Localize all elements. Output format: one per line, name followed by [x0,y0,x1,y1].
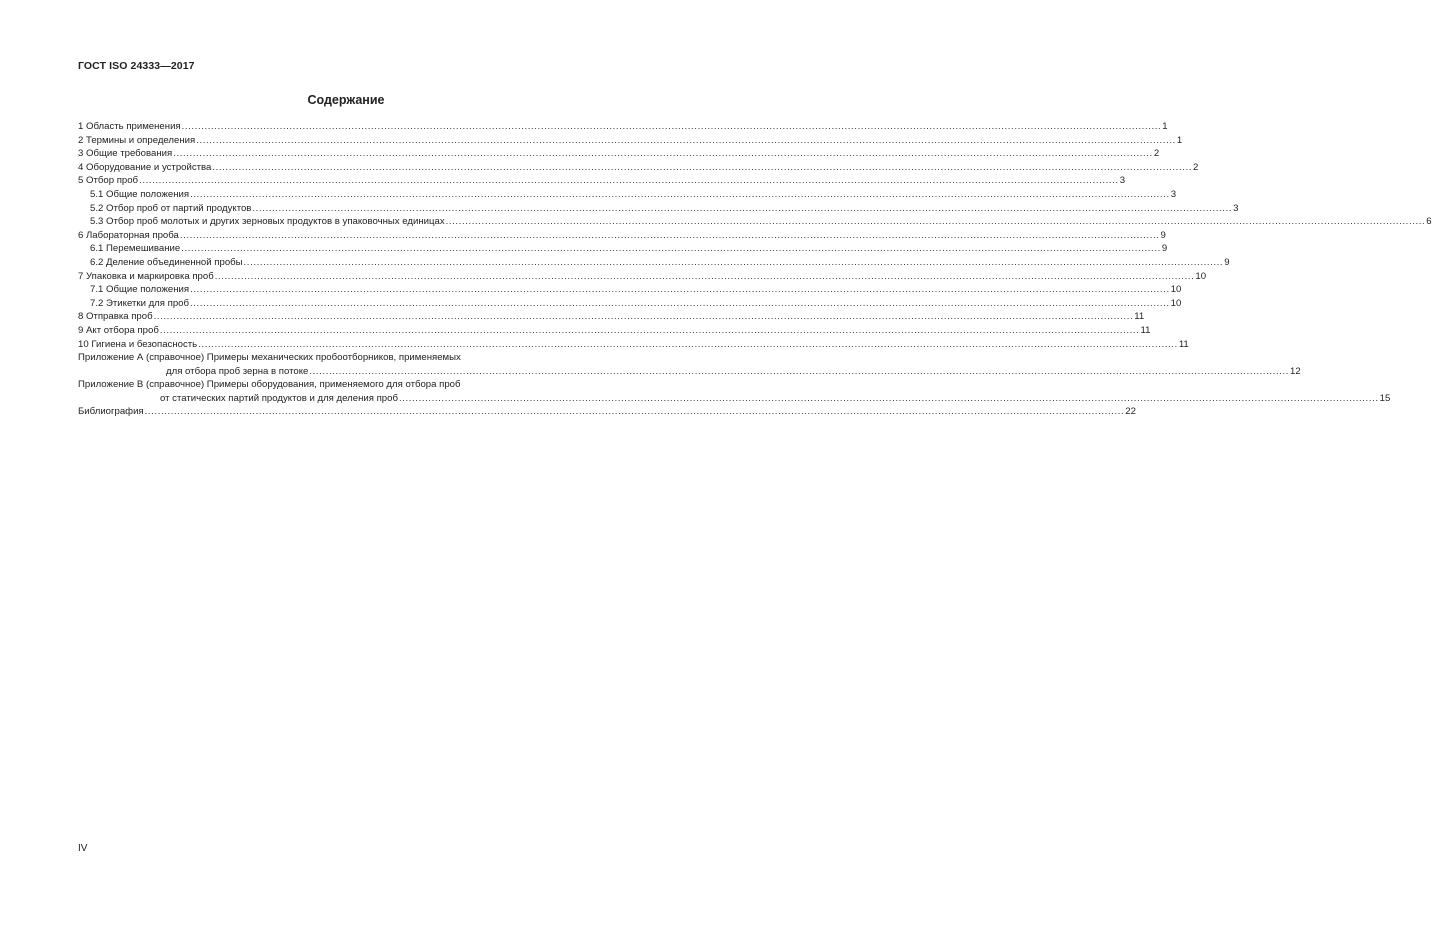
toc-entry-label: 7.2 Этикетки для проб [90,297,190,309]
toc-entry-5-2[interactable] [78,202,1239,216]
toc-entry-6[interactable] [78,229,1166,243]
toc-entry-5-1[interactable] [78,188,1177,202]
toc-entry-bibliography[interactable] [78,405,1136,419]
toc-entry-label: 8 Отправка проб [78,311,153,323]
toc-entry-page: 9 [1161,243,1168,255]
toc-entry-label: 2 Термины и определения [78,134,196,146]
toc-entry-appendix-a[interactable] [78,351,1301,378]
toc-entry-label: 6.1 Перемешивание [90,243,181,255]
toc-entry-page: 1 [1162,121,1168,132]
toc-entry-7-1[interactable] [78,283,1182,297]
toc-entry-8[interactable] [78,310,1145,324]
toc-entry-label: 5 Отбор проб [78,175,139,187]
toc-entry-label: 5.1 Общие положения [90,188,190,200]
toc-leader: ............................................................................................................................................................................................................................................................................................................ [398,392,1379,404]
toc-entry-1[interactable] [78,120,1168,134]
toc-leader: ............................................................................................................................................................................................................................................................................................................ [198,338,1178,350]
table-of-contents [78,120,1432,419]
toc-leader: ............................................................................................................................................................................................................................................................................................................ [159,324,1140,336]
toc-entry-label: Библиография [78,406,144,418]
toc-leader: ............................................................................................................................................................................................................................................................................................................ [173,148,1153,160]
toc-entry-label: 10 Гигиена и безопасность [78,338,198,350]
toc-entry-page: 3 [1170,188,1177,200]
toc-leader: ............................................................................................................................................................................................................................................................................................................ [309,365,1290,377]
toc-entry-page: 11 [1140,324,1151,336]
page-number: IV [78,843,88,854]
toc-entry-3[interactable] [78,147,1160,161]
toc-entry-page: 1 [1176,134,1183,146]
toc-entry-page: 6 [1426,216,1432,228]
toc-entry-6-2[interactable] [78,256,1230,270]
toc-leader: ............................................................................................................................................................................................................................................................................................................ [243,256,1224,268]
toc-entry-label-continued: от статических партий продуктов и для деления проб [160,392,398,404]
toc-entry-9[interactable] [78,324,1151,338]
toc-leader: ............................................................................................................................................................................................................................................................................................................ [181,121,1162,132]
toc-leader: ............................................................................................................................................................................................................................................................................................................ [212,161,1193,173]
toc-entry-page: 3 [1233,202,1239,214]
toc-entry-page: 11 [1178,338,1189,350]
toc-entry-5[interactable] [78,174,1126,188]
toc-entry-label: 6 Лабораторная проба [78,229,179,241]
toc-entry-5-3[interactable] [78,215,1432,229]
toc-entry-7-2[interactable] [78,297,1182,311]
toc-entry-6-1[interactable] [78,242,1168,256]
toc-leader: ............................................................................................................................................................................................................................................................................................................ [196,134,1176,146]
toc-leader: ............................................................................................................................................................................................................................................................................................................ [179,229,1160,241]
toc-entry-4[interactable] [78,161,1199,175]
toc-entry-page: 2 [1193,161,1199,173]
toc-leader: ............................................................................................................................................................................................................................................................................................................ [181,243,1161,255]
toc-entry-2[interactable] [78,134,1183,148]
toc-entry-7[interactable] [78,270,1207,284]
toc-entry-label: 7 Упаковка и маркировка проб [78,270,214,282]
toc-leader: ............................................................................................................................................................................................................................................................................................................ [190,284,1170,296]
toc-entry-page: 3 [1119,175,1126,187]
toc-entry-page: 12 [1290,365,1301,377]
toc-leader: ............................................................................................................................................................................................................................................................................................................ [139,175,1119,187]
toc-entry-label: 5.3 Отбор проб молотых и других зерновых продуктов в упаковочных единицах [90,216,445,228]
toc-entry-page: 10 [1170,297,1182,309]
toc-entry-appendix-b[interactable] [78,378,1391,405]
toc-entry-label-continued: для отбора проб зерна в потоке [166,365,309,377]
toc-entry-page: 2 [1153,148,1160,160]
toc-entry-10[interactable] [78,338,1189,352]
toc-entry-label: Приложение А (справочное) Примеры механических пробоотборников, применяемых [78,352,461,364]
toc-leader: ............................................................................................................................................................................................................................................................................................................ [190,297,1170,309]
toc-leader: ............................................................................................................................................................................................................................................................................................................ [214,270,1195,282]
toc-entry-label: 4 Оборудование и устройства [78,161,212,173]
document-standard-header: ГОСТ ISO 24333—2017 [78,60,195,72]
toc-entry-page: 10 [1195,270,1207,282]
toc-entry-label: 3 Общие требования [78,148,173,160]
toc-entry-label: 6.2 Деление объединенной пробы [90,256,243,268]
toc-entry-page: 11 [1134,311,1145,323]
toc-entry-label: 1 Область применения [78,121,181,132]
toc-entry-page: 9 [1224,256,1230,268]
toc-entry-label: 5.2 Отбор проб от партий продуктов [90,202,252,214]
toc-entry-label: 7.1 Общие положения [90,284,190,296]
toc-leader: ............................................................................................................................................................................................................................................................................................................ [190,188,1170,200]
toc-entry-page: 10 [1170,284,1182,296]
toc-entry-label: Приложение В (справочное) Примеры оборудования, применяемого для отбора проб [78,379,461,391]
toc-leader: ............................................................................................................................................................................................................................................................................................................ [144,406,1125,418]
toc-leader: ............................................................................................................................................................................................................................................................................................................ [445,216,1426,228]
toc-entry-page: 15 [1379,392,1391,404]
toc-title: Содержание [307,93,385,107]
toc-entry-page: 9 [1160,229,1166,241]
toc-leader: ............................................................................................................................................................................................................................................................................................................ [153,311,1134,323]
toc-leader: ............................................................................................................................................................................................................................................................................................................ [252,202,1233,214]
toc-entry-label: 9 Акт отбора проб [78,324,159,336]
toc-entry-page: 22 [1125,406,1136,418]
